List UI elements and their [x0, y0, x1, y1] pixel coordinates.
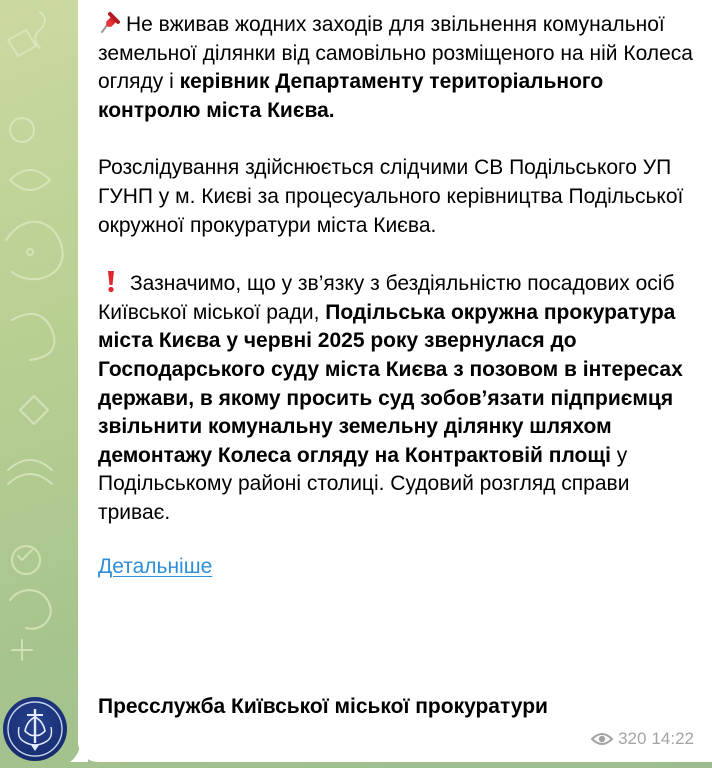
- message-time: 14:22: [651, 729, 694, 748]
- message-text: [98, 10, 693, 581]
- eye-icon: [591, 732, 613, 746]
- views-count: 320: [618, 729, 647, 748]
- message-paragraph-3: [98, 269, 693, 527]
- paragraph-1-part-1: Не вживав жодних заходів для звільнення комунальної земельної ділянки від самовільно розміщеного на ній Колеса огляду і: [98, 13, 693, 94]
- signature: Пресслужба Київської міської прокуратури: [98, 695, 548, 718]
- message-bubble-tail: [68, 740, 88, 762]
- paragraph-3-part-3: у Подільському районі столиці. Судовий розгляд справи триває.: [98, 443, 630, 524]
- message-paragraph-2: [98, 154, 693, 240]
- paragraph-3-part-1: Зазначимо, що у зв’язку з бездіяльністю посадових осіб Київської міської ради,: [98, 272, 675, 324]
- channel-avatar[interactable]: [3, 697, 67, 761]
- prosecutor-emblem-icon: [3, 697, 67, 761]
- details-link[interactable]: Детальніше: [98, 554, 213, 578]
- message-meta: [591, 729, 694, 749]
- pushpin-icon: [98, 10, 120, 34]
- paragraph-1-part-2: керівник Департаменту територіального контролю міста Києва.: [98, 70, 604, 122]
- paragraph-2-part-1: Розслідування здійснюється слідчими СВ Подільського УП ГУНП у м. Києві за процесуального керівництва Подільської окружної прокуратури міста Києва.: [98, 156, 684, 237]
- message-paragraph-1: [98, 10, 693, 125]
- paragraph-3-part-2: Подільська окружна прокуратура міста Києва у червні 2025 року звернулася до Господарського суду міста Києва з позовом в інтересах держави, в якому просить суд зобов’язати підприємця звільнити комунальну земельну ділянку шляхом демонтажу Колеса огляду на Контрактовій площі: [98, 300, 683, 467]
- red-exclamation-icon: [104, 269, 118, 293]
